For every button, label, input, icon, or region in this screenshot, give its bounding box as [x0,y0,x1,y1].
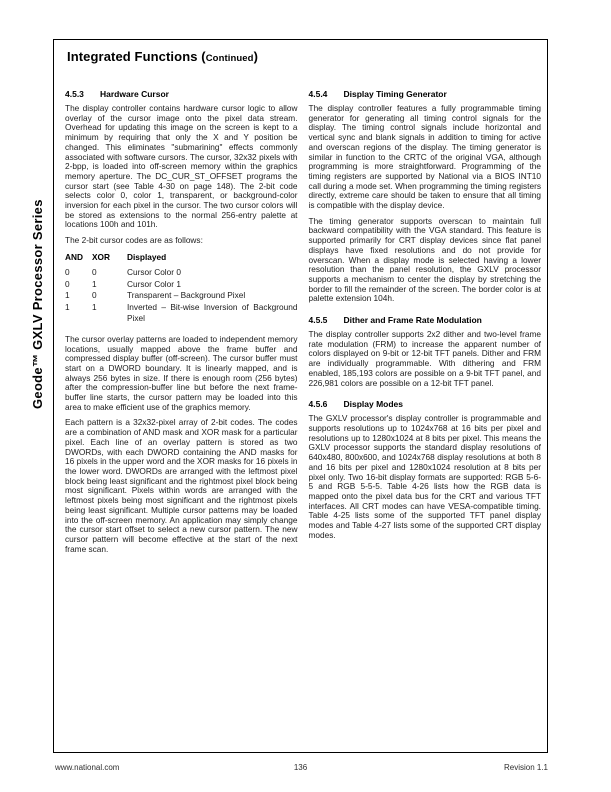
section-title: Dither and Frame Rate Modulation [343,315,482,326]
two-column-layout [65,78,541,560]
table-row [65,279,298,291]
footer-url: www.national.com [55,763,120,772]
section-title: Display Modes [343,399,404,410]
table-cell: 0 [65,267,70,278]
table-header-cell: XOR [92,251,110,262]
table-cell: 0 [92,267,97,278]
section-title: Hardware Cursor [100,89,169,99]
section-heading-4-5-4 [309,89,542,99]
section-heading-4-5-3 [65,89,298,99]
section-number: 4.5.5 [308,315,328,326]
paragraph: The 2-bit cursor codes are as follows: [65,235,203,246]
sidebar-vertical-title: Geode™ GXLV Processor Series [30,199,45,409]
footer-page-number: 136 [293,763,308,772]
section-heading-4-5-5 [309,315,542,325]
paragraph: The display controller features a fully programmable timing generator for generating all timing control signals for the display. The timing control signals include horizontal and vertical sync and blank signals in addition to timing for active and overscan regions of the display. The timing generator is similar in function to the CRTC of the original VGA, although programming is more straightforward. Programming of the timing registers are supported by National via a BIOS INT10 call during a mode set. When programming the timing registers directly, extreme care should be taken to ensure that all timing is compatible with the display device. [308,103,541,211]
table-cell: 0 [92,290,97,301]
page-title-main: Integrated Functions ( [67,49,206,64]
table-header-cell: Displayed [127,251,167,262]
paragraph: The timing generator supports overscan to maintain full backward compatibility with the VGA standard. This feature is supported primarily for CRT display devices since flat panel displays have fixed resolutions and do not provide for overscan. When a display mode is selected having a lower resolution than the panel resolution, the GXLV processor supports a mechanism to center the display by stretching the border to fill the remainder of the screen. The border color is at palette extension 104h. [308,215,541,304]
table-cell: 1 [65,290,70,301]
table-header-row [65,252,298,264]
table-cell: Transparent – Background Pixel [127,290,246,301]
section-number: 4.5.4 [308,89,328,99]
section-number: 4.5.3 [65,89,84,99]
section-number: 4.5.6 [308,399,328,410]
page-title-close: ) [253,49,259,64]
table-cell: Cursor Color 1 [127,278,181,289]
paragraph: The cursor overlay patterns are loaded to independent memory locations, usually mapped above the frame buffer and compressed display buffer (off-screen). The cursor buffer must start on a DWORD boundary. It is linearly mapped, and is always 256 bytes in size. If there is enough room (256 bytes) after the compression-buffer line but before the next frame-buffer line starts, the cursor pattern may be loaded into this area to make efficient use of the graphics memory. [65,333,298,412]
footer-revision: Revision 1.1 [503,763,548,772]
cursor-codes-table [65,252,298,325]
table-cell: 0 [65,278,70,289]
table-row [65,302,298,325]
table-cell: 1 [65,301,70,312]
table-row [65,290,298,302]
table-cell: 1 [92,278,97,289]
table-row [65,267,298,279]
paragraph: The GXLV processor's display controller is programmable and supports resolutions up to 1024x768 at 16 bits per pixel and resolutions up to 1280x1024 at 8 bits per pixel. This means the GXLV processor supports the standard display resolutions of 640x480, 800x600, and 1024x768 display resolutions at both 8 and 16 bits per pixel and 1280x1024 resolution at 8 bits per pixel only. Two 16-bit display formats are supported: RGB 5-6-5 and RGB 5-5-5. Table 4-26 lists how the RGB data is mapped onto the pixel data bus for the CRT and various TFT interfaces. All CRT modes can have VESA-compatible timing. Table 4-25 lists some of the supported TFT panel display modes and Table 4-27 lists some of the supported CRT display modes. [308,413,541,540]
paragraph: The display controller contains hardware cursor logic to allow overlay of the cursor image onto the pixel data stream. Overhead for updating this image on the screen is kept to a minimum by requiring that only the X and Y position be changed. This eliminates "submarining" effects commonly associated with software cursors. The cursor, 32x32 pixels with 2-bpp, is loaded into off-screen memory within the graphics memory aperture. The DC_CUR_ST_OFFSET programs the cursor start (see Table 4-30 on page 148). The 2-bit code selects color 0, color 1, transparent, or background-color inversion for each pixel in the cursor. The two cursor colors will be stored as extensions to the normal 256-entry palette at locations 100h and 101h. [65,103,298,230]
paragraph: The display controller supports 2x2 dither and two-level frame rate modulation (FRM) to increase the apparent number of colors displayed on 9-bit or 12-bit TFT panels. Dither and FRM are individually programmable. With dithering and FRM enabled, 185,193 colors are possible on a 9-bit TFT panel, and 226,981 colors are possible on a 12-bit TFT panel. [308,329,541,388]
table-cell: Inverted – Bit-wise Inversion of Background Pixel [127,301,298,324]
page-title-continued: Continued [205,53,254,64]
table-cell: Cursor Color 0 [127,267,181,278]
table-header-cell: AND [65,251,83,262]
page-title [67,49,541,64]
left-column [65,78,298,560]
table-cell: 1 [92,301,97,312]
paragraph: Each pattern is a 32x32-pixel array of 2-bit codes. The codes are a combination of AND mask and XOR mask for a particular pixel. Each line of an overlay pattern is stored as two DWORDs, with each DWORD containing the AND masks for 16 pixels in the upper word and the XOR masks for 16 pixels in the lower word. DWORDs are arranged with the leftmost pixel block being least significant and the rightmost pixel block being most significant. Pixels within words are arranged with the leftmost pixels being most significant and the rightmost pixels being least significant. Multiple cursor patterns may be loaded into the off-screen memory. An application may simply change the cursor start offset to select a new cursor pattern. The new cursor pattern will become effective at the start of the next frame scan. [65,417,298,554]
page-frame [53,39,548,753]
section-title: Display Timing Generator [343,89,447,99]
section-heading-4-5-6 [309,399,542,409]
right-column [309,78,542,560]
